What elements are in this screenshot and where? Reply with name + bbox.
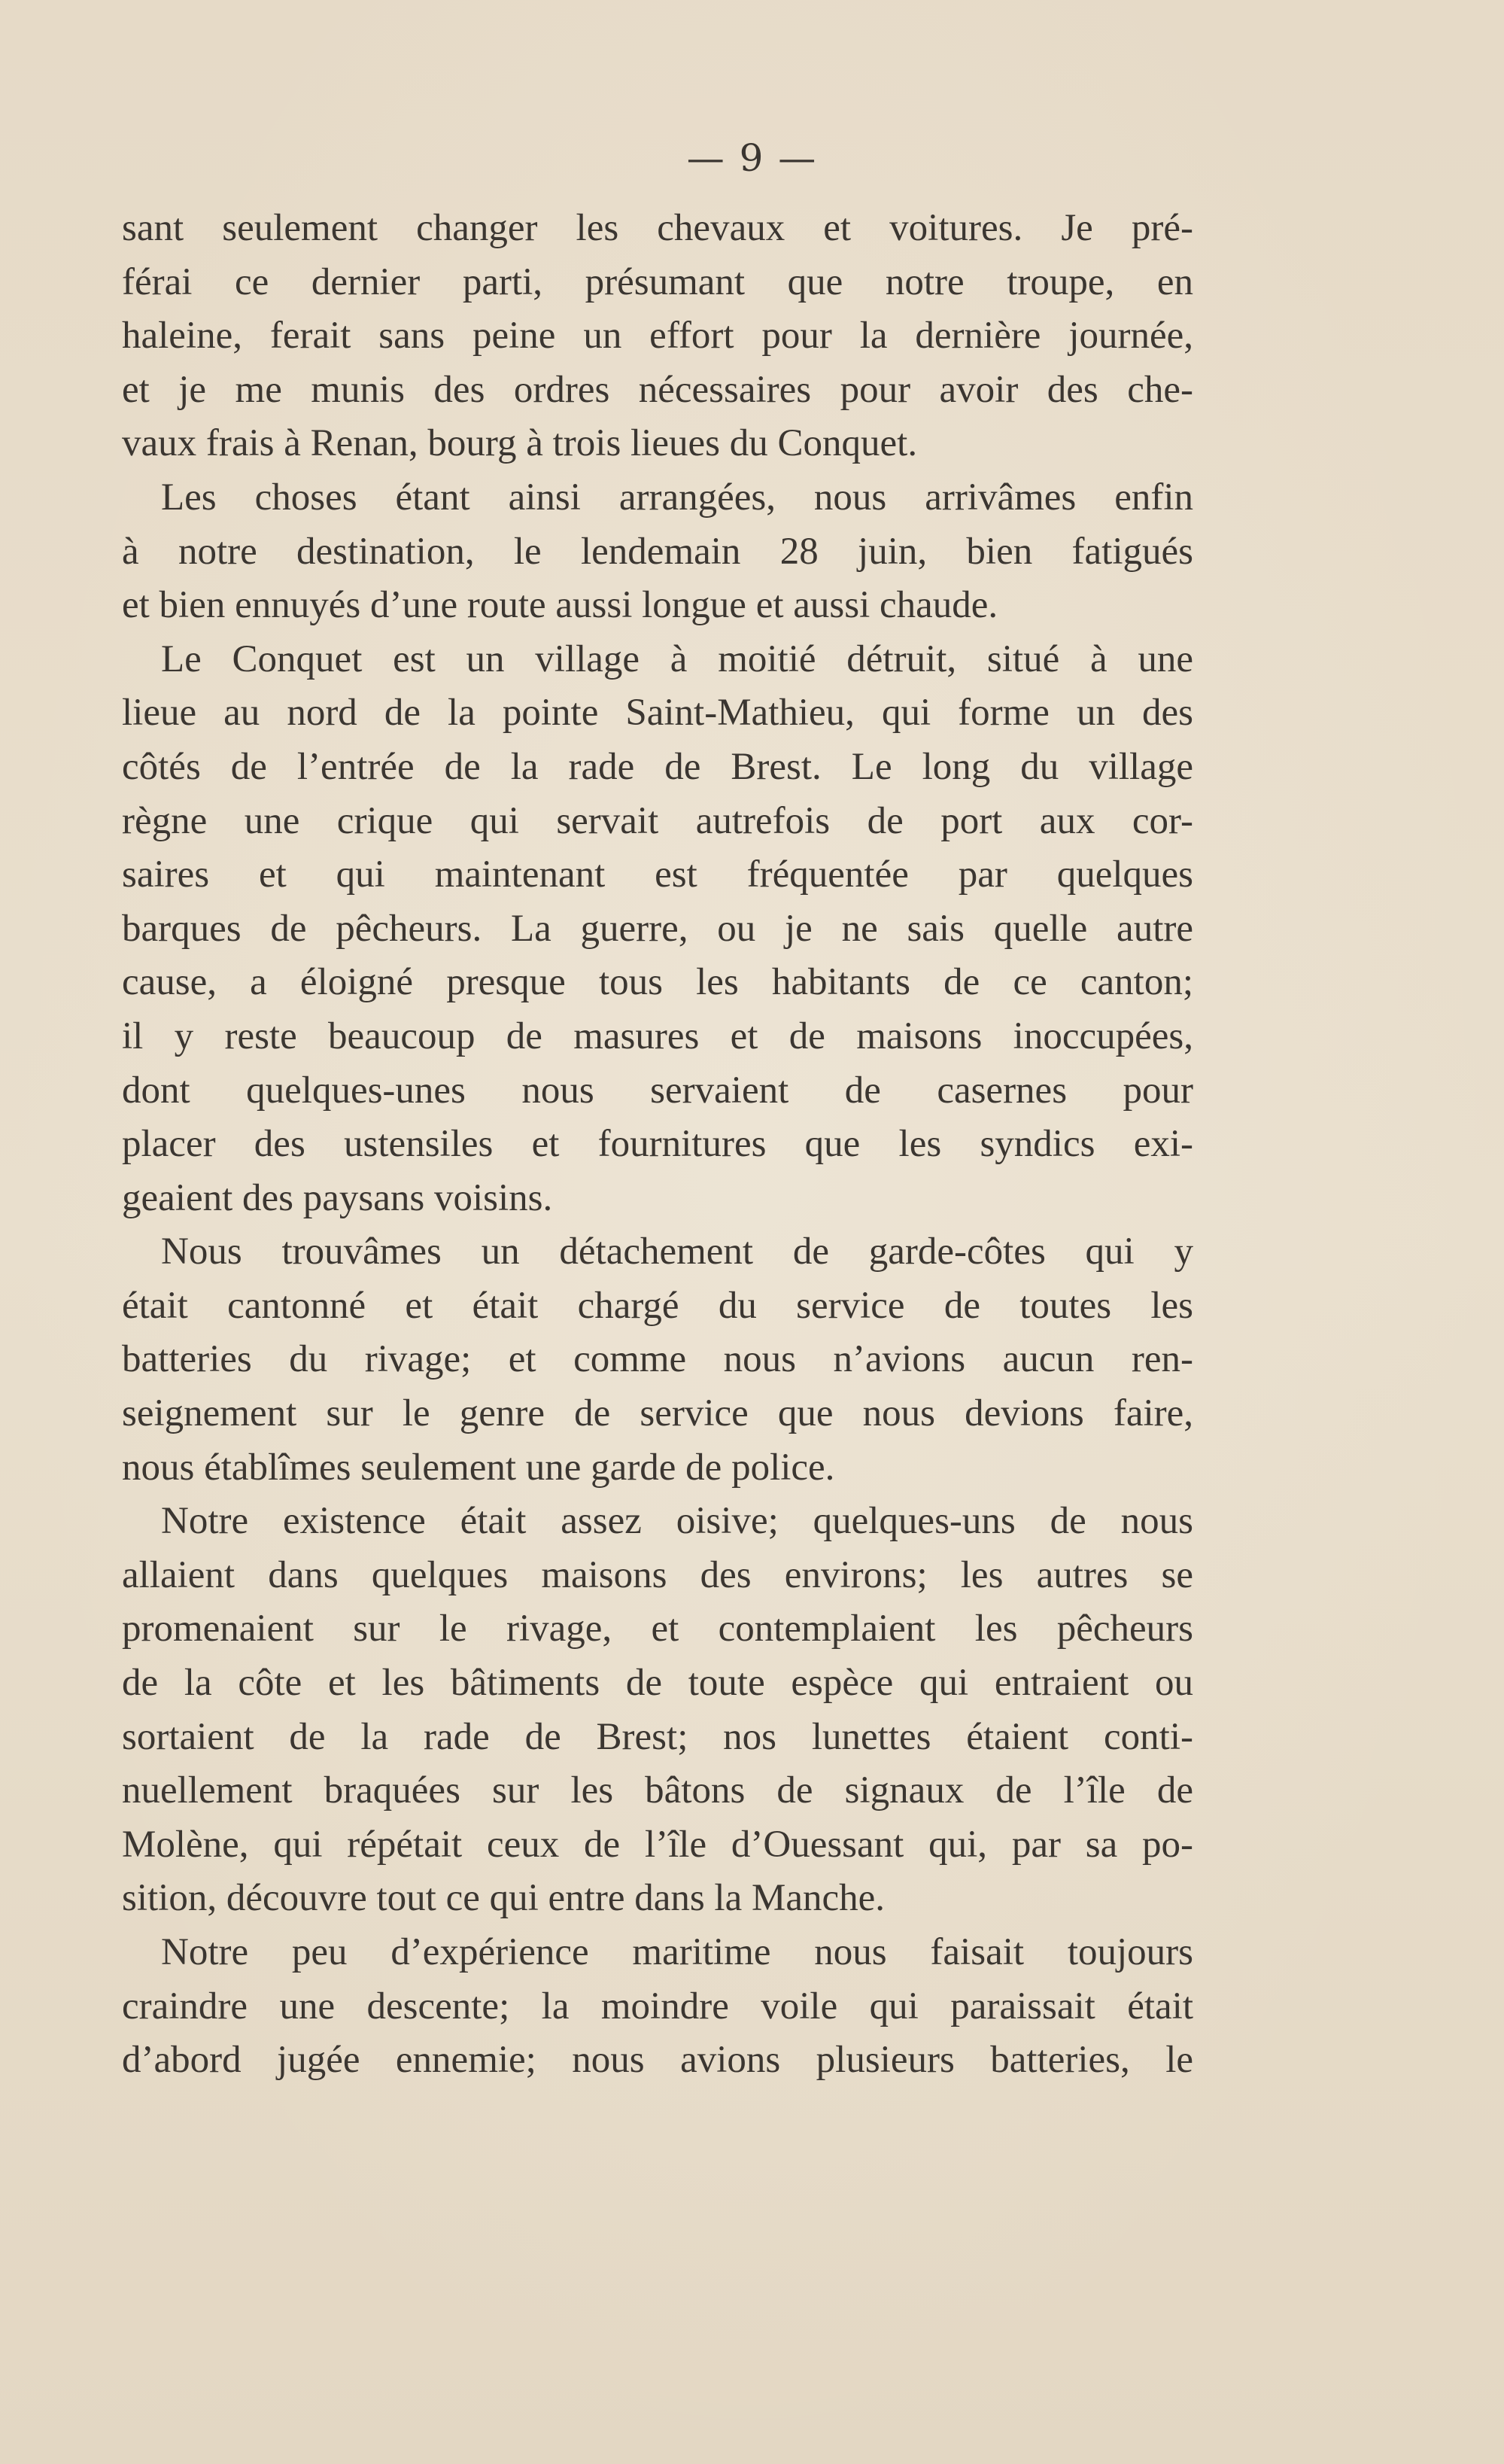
text-line: de la côte et les bâtiments de toute espèce qui entraient ou: [122, 1662, 1193, 1705]
text-line: seignement sur le genre de service que nous devions faire,: [122, 1392, 1193, 1435]
text-line: allaient dans quelques maisons des environs; les autres se: [122, 1553, 1193, 1596]
text-line: il y reste beaucoup de masures et de maisons inoccupées,: [122, 1014, 1193, 1057]
text-line: haleine, ferait sans peine un effort pour la dernière journée,: [122, 315, 1193, 357]
text-line: nuellement braquées sur les bâtons de signaux de l’île de: [122, 1769, 1193, 1812]
text-line: Les choses étant ainsi arrangées, nous arrivâmes enfin: [161, 476, 1193, 519]
text-line: férai ce dernier parti, présumant que notre troupe, en: [122, 260, 1193, 303]
text-line: côtés de l’entrée de la rade de Brest. Le long du village: [122, 745, 1193, 788]
text-line: Le Conquet est un village à moitié détruit, situé à une: [161, 637, 1193, 680]
page-number: — 9 —: [686, 136, 818, 180]
text-line: craindre une descente; la moindre voile qui paraissait était: [122, 1985, 1193, 2027]
text-line: d’abord jugée ennemie; nous avions plusieurs batteries, le: [122, 2039, 1193, 2082]
text-line: barques de pêcheurs. La guerre, ou je ne sais quelle autre: [122, 907, 1193, 950]
text-line: lieue au nord de la pointe Saint-Mathieu, qui forme un des: [122, 692, 1193, 735]
body-text: [122, 202, 1193, 2088]
text-line: Molène, qui répétait ceux de l’île d’Ouessant qui, par sa po-: [122, 1823, 1193, 1866]
text-line: batteries du rivage; et comme nous n’avions aucun ren-: [122, 1338, 1193, 1381]
text-line: geaient des paysans voisins.: [122, 1176, 553, 1219]
text-line: et bien ennuyés d’une route aussi longue et aussi chaude.: [122, 584, 998, 627]
text-line: saires et qui maintenant est fréquentée par quelques: [122, 853, 1193, 896]
text-line: promenaient sur le rivage, et contemplaient les pêcheurs: [122, 1608, 1193, 1650]
text-line: sition, découvre tout ce qui entre dans la Manche.: [122, 1877, 885, 1920]
text-line: placer des ustensiles et fournitures que les syndics exi-: [122, 1123, 1193, 1166]
text-line: dont quelques-unes nous servaient de casernes pour: [122, 1069, 1193, 1112]
text-line: et je me munis des ordres nécessaires pour avoir des che-: [122, 368, 1193, 411]
text-line: sortaient de la rade de Brest; nos lunettes étaient conti-: [122, 1715, 1193, 1758]
text-line: était cantonné et était chargé du service de toutes les: [122, 1284, 1193, 1327]
text-line: Notre peu d’expérience maritime nous faisait toujours: [161, 1931, 1193, 1973]
text-line: Nous trouvâmes un détachement de garde-côtes qui y: [161, 1230, 1193, 1273]
text-line: à notre destination, le lendemain 28 juin, bien fatigués: [122, 530, 1193, 573]
text-line: Notre existence était assez oisive; quelques-uns de nous: [161, 1500, 1193, 1543]
text-line: règne une crique qui servait autrefois de port aux cor-: [122, 799, 1193, 842]
text-line: nous établîmes seulement une garde de police.: [122, 1446, 835, 1489]
text-line: cause, a éloigné presque tous les habitants de ce canton;: [122, 961, 1193, 1004]
text-line: vaux frais à Renan, bourg à trois lieues du Conquet.: [122, 422, 918, 465]
text-line: sant seulement changer les chevaux et voitures. Je pré-: [122, 207, 1193, 249]
